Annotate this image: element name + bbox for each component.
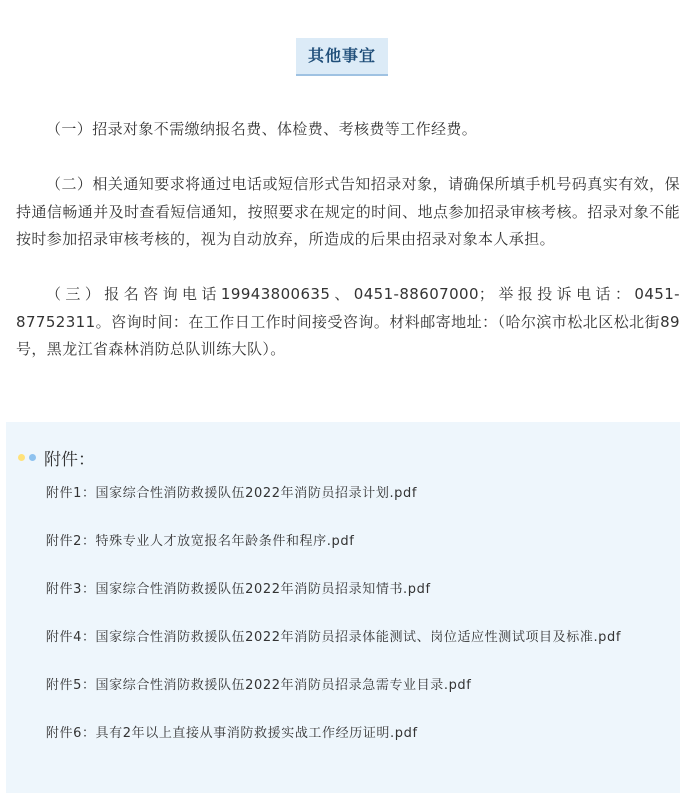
attachment-link-3[interactable]: 附件3：国家综合性消防救援队伍2022年消防员招录知情书.pdf — [45, 582, 431, 597]
attachment-link-2[interactable]: 附件2：特殊专业人才放宽报名年龄条件和程序.pdf — [45, 534, 355, 549]
attachments-list — [16, 482, 672, 770]
attachment-link-4[interactable]: 附件4：国家综合性消防救援队伍2022年消防员招录体能测试、岗位适应性测试项目及标准.pdf — [45, 630, 622, 645]
yellow-dot-icon — [18, 454, 25, 461]
paragraph-fees: （一）招录对象不需缴纳报名费、体检费、考核费等工作经费。 — [46, 120, 478, 138]
section-title: 其他事宜 — [296, 38, 388, 76]
section-title-wrap — [0, 38, 684, 76]
paragraph-contact: （三）报名咨询电话19943800635、0451-88607000；举报投诉电话：0451-87752311。咨询时间：在工作日工作时间接受咨询。材料邮寄地址：（哈尔滨市松北区松北街89号，黑龙江省森林消防总队训练大队）。 — [16, 285, 680, 358]
blue-dot-icon — [29, 454, 36, 461]
attachments-panel — [6, 422, 680, 793]
notice-paragraphs — [16, 116, 680, 391]
attachments-heading: 附件： — [44, 449, 95, 470]
attachment-link-1[interactable]: 附件1：国家综合性消防救援队伍2022年消防员招录计划.pdf — [45, 486, 418, 501]
paragraph-notification: （二）相关通知要求将通过电话或短信形式告知招录对象，请确保所填手机号码真实有效，保持通信畅通并及时查看短信通知，按照要求在规定的时间、地点参加招录审核考核。招录对象不能按时参加招录审核考核的，视为自动放弃，所造成的后果由招录对象本人承担。 — [16, 175, 680, 248]
attachment-link-5[interactable]: 附件5：国家综合性消防救援队伍2022年消防员招录急需专业目录.pdf — [45, 678, 472, 693]
attachments-header — [18, 442, 95, 472]
attachment-link-6[interactable]: 附件6：具有2年以上直接从事消防救援实战工作经历证明.pdf — [45, 726, 418, 741]
